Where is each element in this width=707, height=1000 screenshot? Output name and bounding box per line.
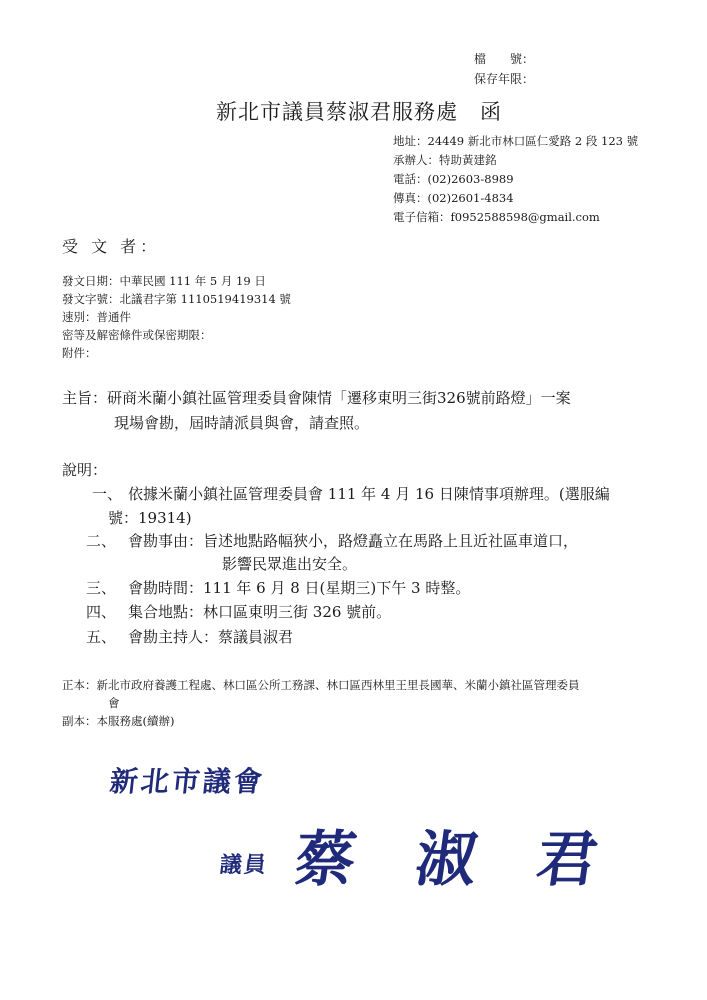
item-text-line-1: 會勘主持人：蔡議員淑君 — [128, 628, 294, 646]
issue-date: 發文日期：中華民國 111 年 5 月 19 日 — [62, 274, 266, 288]
item-text-line-2: 號：19314) — [108, 509, 192, 527]
list-item — [86, 626, 116, 649]
item-number: 五、 — [86, 628, 117, 646]
item-number: 一、 — [92, 485, 123, 503]
item-text-line-2: 影響民眾進出安全。 — [222, 555, 358, 573]
contact-phone: 電話：(02)2603-8989 — [393, 172, 514, 186]
council-seal-text: 新北市議會 — [108, 765, 267, 798]
contact-fax: 傳真：(02)2601-4834 — [393, 191, 514, 205]
document-info — [62, 272, 291, 362]
copy-recipients: 副本：本服務處(續辦) — [62, 714, 175, 728]
item-number: 四、 — [86, 603, 117, 621]
contact-address: 地址：24449 新北市林口區仁愛路 2 段 123 號 — [393, 134, 639, 148]
item-text-line-1: 會勘事由：旨述地點路幅狹小，路燈矗立在馬路上且近社區車道口， — [128, 532, 579, 550]
subject-line-2: 現場會勘，屆時請派員與會，請查照。 — [114, 414, 370, 432]
list-item — [86, 577, 116, 600]
main-recipients-line-2: 會 — [108, 696, 120, 710]
recipient-label: 受 文 者： — [62, 237, 161, 256]
page-title: 新北市議員蔡淑君服務處 函 — [216, 100, 502, 124]
item-text-line-1: 依據米蘭小鎮社區管理委員會 111 年 4 月 16 日陳情事項辦理。(選服編 — [128, 485, 610, 503]
councilor-name-stamp: 蔡 淑 君 — [290, 825, 622, 895]
retention-period-label: 保存年限： — [474, 72, 535, 86]
attachment-label: 附件： — [62, 346, 97, 360]
list-item — [92, 483, 122, 506]
explanation-label: 說明： — [62, 461, 108, 479]
item-number: 二、 — [86, 532, 117, 550]
contact-block — [393, 132, 638, 227]
list-item — [86, 530, 116, 553]
item-text-line-1: 會勘時間：111 年 6 月 8 日(星期三)下午 3 時整。 — [128, 579, 471, 597]
document-number: 發文字號：北議君字第 1110519419314 號 — [62, 292, 291, 306]
item-text-line-1: 集合地點：林口區東明三街 326 號前。 — [128, 603, 392, 621]
file-number-label: 檔 號： — [474, 52, 535, 66]
contact-handler: 承辦人：特助黃建銘 — [393, 153, 497, 167]
secrecy-level: 密等及解密條件或保密期限： — [62, 328, 212, 342]
main-recipients-line-1: 正本：新北市政府養護工程處、林口區公所工務課、林口區西林里王里長國華、米蘭小鎮社區管理委員 — [62, 678, 580, 692]
item-number: 三、 — [86, 579, 117, 597]
list-item — [86, 601, 116, 624]
subject-line-1: 主旨：研商米蘭小鎮社區管理委員會陳情「遷移東明三街326號前路燈」一案 — [62, 389, 571, 407]
speed-class: 速別：普通件 — [62, 310, 131, 324]
councilor-title-stamp: 議員 — [218, 852, 270, 878]
contact-email: 電子信箱：f0952588598@gmail.com — [393, 210, 600, 224]
